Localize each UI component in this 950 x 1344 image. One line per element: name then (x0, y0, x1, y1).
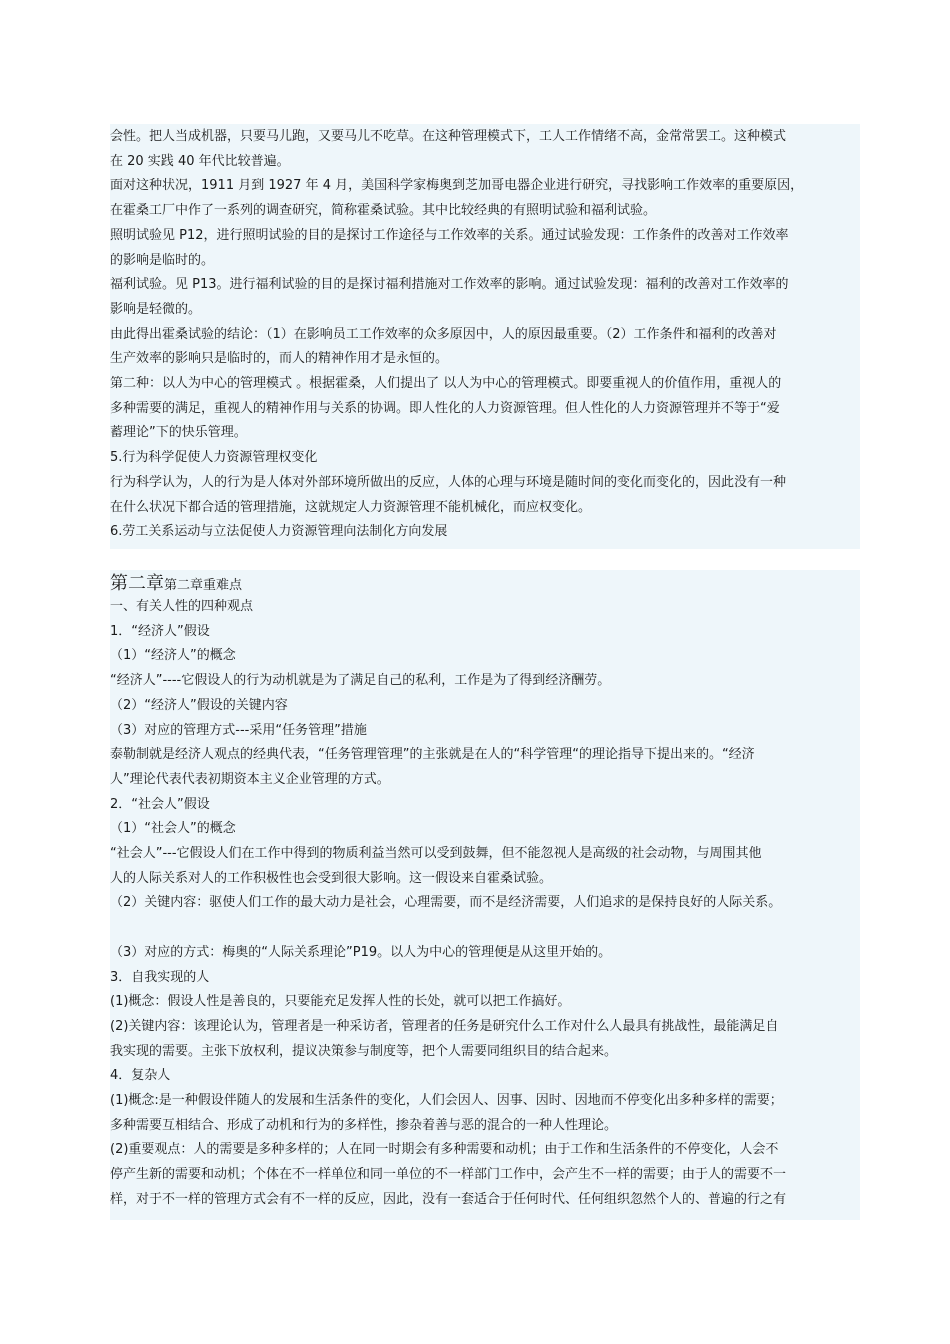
text-line: 照明试验见 P12，进行照明试验的目的是探讨工作途径与工作效率的关系。通过试验发现：工作条件的改善对工作效率 (110, 227, 789, 243)
text-line: 停产生新的需要和动机；个体在不一样单位和同一单位的不一样部门工作中，会产生不一样的需要；由于人的需要不一 (110, 1167, 787, 1183)
text-line: （1）“经济人”的概念 (110, 648, 236, 664)
text-line: 第二种：以人为中心的管理模式 。根据霍桑，人们提出了 以人为中心的管理模式。即要重视人的价值作用，重视人的 (110, 376, 782, 391)
text-line: 泰勒制就是经济人观点的经典代表，“任务管理管理”的主张就是在人的“科学管理“的理论指导下提出来的。“经济 (110, 747, 755, 763)
text-line: 在霍桑工厂中作了一系列的调查研究，简称霍桑试验。其中比较经典的有照明试验和福利试验。 (110, 203, 657, 219)
text-line: 我实现的需要。主张下放权利，提议决策参与制度等，把个人需要同组织目的结合起来。 (110, 1043, 618, 1059)
text-line: 影响是轻微的。 (110, 301, 202, 317)
text-line: 会性。把人当成机器，只要马儿跑，又要马儿不吃草。在这种管理模式下，工人工作情绪不高，金常常罢工。这种模式 (110, 129, 787, 144)
chapter-title: 第二章 (110, 573, 164, 594)
text-line: 人的人际关系对人的工作积极性也会受到很大影响。这一假设来自霍桑试验。 (110, 870, 553, 886)
text-line: 一、有关人性的四种观点 (110, 599, 254, 614)
text-line: 在什么状况下都合适的管理措施，这就规定人力资源管理不能机械化，而应权变化。 (110, 499, 592, 515)
text-line: （1）“社会人”的概念 (110, 821, 236, 837)
text-line: 在 20 实践 40 年代比较普遍。 (110, 153, 290, 169)
text-line: 5.行为科学促使人力资源管理权变化 (110, 450, 318, 466)
text-line: （3）对应的管理方式---采用“任务管理”措施 (110, 722, 367, 738)
chapter-subtitle: 第二章重难点 (164, 578, 243, 593)
text-line: （2）关键内容：驱使人们工作的最大动力是社会，心理需要，而不是经济需要，人们追求的是保持良好的人际关系。 (110, 895, 782, 911)
text-line: (2)关键内容：该理论认为，管理者是一种采访者，管理者的任务是研究什么工作对什么人最具有挑战性，最能满足自 (110, 1018, 779, 1034)
text-line: 样，对于不一样的管理方式会有不一样的反应，因此，没有一套适合于任何时代、任何组织忽然个人的、普遍的行之有 (110, 1191, 787, 1207)
text-line: (1)概念:是一种假设伴随人的发展和生活条件的变化，人们会因人、因事、因时、因地而不停变化出多种多样的需要； (110, 1093, 783, 1108)
text-line: （3）对应的方式：梅奥的“人际关系理论”P19。以人为中心的管理便是从这里开始的。 (110, 944, 612, 960)
text-line: “社会人”---它假设人们在工作中得到的物质利益当然可以受到鼓舞，但不能忽视人是高级的社会动物，与周围其他 (110, 846, 762, 861)
text-line: 1．“经济人”假设 (110, 623, 210, 639)
text-line: 生产效率的影响只是临时的，而人的精神作用才是永恒的。 (110, 351, 449, 367)
text-line: 6.劳工关系运动与立法促使人力资源管理向法制化方向发展 (110, 524, 448, 540)
text-line: 面对这种状况，1911 月到 1927 年 4 月，美国科学家梅奥到芝加哥电器企业进行研究，寻找影响工作效率的重要原因， (110, 178, 804, 194)
text-line: 行为科学认为，人的行为是人体对外部环境所做出的反应，人体的心理与环境是随时间的变化而变化的，因此没有一种 (110, 474, 787, 490)
text-line: 由此得出霍桑试验的结论：（1）在影响员工工作效率的众多原因中，人的原因最重要。（2）工作条件和福利的改善对 (110, 326, 777, 342)
text-line: 福利试验。见 P13。进行福利试验的目的是探讨福利措施对工作效率的影响。通过试验发现：福利的改善对工作效率的 (110, 277, 789, 293)
text-line: 人”理论代表代表初期资本主义企业管理的方式。 (110, 771, 390, 787)
text-line: 的影响是临时的。 (110, 252, 215, 268)
chapter-heading (110, 572, 860, 598)
text-line: 3．自我实现的人 (110, 969, 210, 985)
text-line: (1)概念：假设人性是善良的，只要能充足发挥人性的长处，就可以把工作搞好。 (110, 994, 571, 1010)
text-line: 多种需要的满足，重视人的精神作用与关系的协调。即人性化的人力资源管理。但人性化的人力资源管理并不等于“爱 (110, 400, 780, 416)
text-line: “经济人”----它假设人的行为动机就是为了满足自己的私利，工作是为了得到经济酬劳。 (110, 673, 611, 689)
text-line: 2．“社会人”假设 (110, 796, 210, 812)
text-line: (2)重要观点：人的需要是多种多样的；人在同一时期会有多种需要和动机；由于工作和生活条件的不停变化，人会不 (110, 1142, 779, 1158)
text-line: 多种需要互相结合、形成了动机和行为的多样性，掺杂着善与恶的混合的一种人性理论。 (110, 1117, 618, 1133)
text-line: 4．复杂人 (110, 1068, 171, 1084)
text-line: 蓄理论”下的快乐管理。 (110, 425, 247, 441)
text-line: （2）“经济人”假设的关键内容 (110, 697, 288, 713)
